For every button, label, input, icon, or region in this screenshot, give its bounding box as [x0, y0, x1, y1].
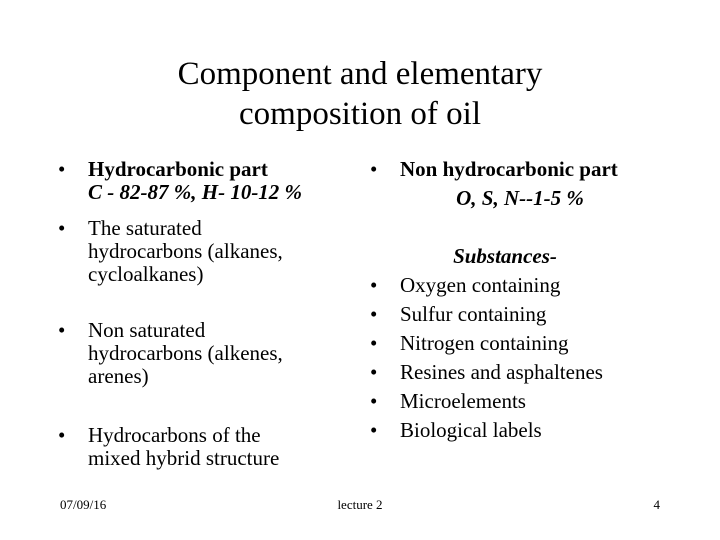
- bullet-dot: •: [58, 157, 66, 181]
- hydrocarbonic-composition: C - 82-87 %, H- 10-12 %: [88, 180, 303, 204]
- saturated-line-2: hydrocarbons (alkanes,: [88, 239, 283, 263]
- left-bullet-saturated: [58, 217, 358, 286]
- footer-page-number: 4: [653, 497, 660, 512]
- non-saturated-line-1: Non saturated: [88, 318, 206, 342]
- bullet-dot: •: [370, 331, 378, 355]
- bullet-dot: •: [370, 418, 378, 442]
- slide-title-line-2: composition of oil: [239, 96, 481, 132]
- right-bullet-non-hydrocarbonic: [370, 158, 690, 181]
- substance-resines: Resines and asphaltenes: [400, 360, 603, 384]
- bullet-dot: •: [370, 389, 378, 413]
- substance-item: [370, 274, 690, 297]
- non-saturated-line-2: hydrocarbons (alkenes,: [88, 341, 283, 365]
- substance-nitrogen: Nitrogen containing: [400, 331, 569, 355]
- hydrocarbonic-label: Hydrocarbonic part: [88, 157, 268, 181]
- mixed-hybrid-line-1: Hydrocarbons of the: [88, 423, 261, 447]
- slide-title-line-1: Component and elementary: [177, 56, 543, 92]
- substance-item: [370, 419, 690, 442]
- bullet-dot: •: [58, 216, 66, 240]
- bullet-dot: •: [370, 157, 378, 181]
- substance-item: [370, 390, 690, 413]
- saturated-line-1: The saturated: [88, 216, 202, 240]
- bullet-dot: •: [370, 273, 378, 297]
- bullet-dot: •: [370, 360, 378, 384]
- footer-lecture: lecture 2: [337, 497, 383, 512]
- slide-title: [0, 54, 720, 134]
- non-hydrocarbonic-label: Non hydrocarbonic part: [400, 157, 618, 181]
- substance-microelements: Microelements: [400, 389, 526, 413]
- bullet-dot: •: [58, 318, 66, 342]
- footer-date: 07/09/16: [60, 497, 107, 512]
- substance-item: [370, 303, 690, 326]
- substance-item: [370, 361, 690, 384]
- mixed-hybrid-line-2: mixed hybrid structure: [88, 446, 280, 470]
- left-bullet-non-saturated: [58, 319, 358, 388]
- substance-oxygen: Oxygen containing: [400, 273, 561, 297]
- left-bullet-hydrocarbonic: [58, 158, 358, 204]
- non-saturated-line-3: arenes): [88, 364, 149, 388]
- substance-biological-labels: Biological labels: [400, 418, 542, 442]
- bullet-dot: •: [58, 423, 66, 447]
- non-hydrocarbonic-composition: O, S, N--1-5 %: [456, 186, 584, 210]
- substances-label: Substances-: [453, 244, 557, 268]
- substance-sulfur: Sulfur containing: [400, 302, 547, 326]
- saturated-line-3: cycloalkanes): [88, 262, 204, 286]
- bullet-dot: •: [370, 302, 378, 326]
- substance-item: [370, 332, 690, 355]
- left-bullet-mixed-hybrid: [58, 424, 358, 470]
